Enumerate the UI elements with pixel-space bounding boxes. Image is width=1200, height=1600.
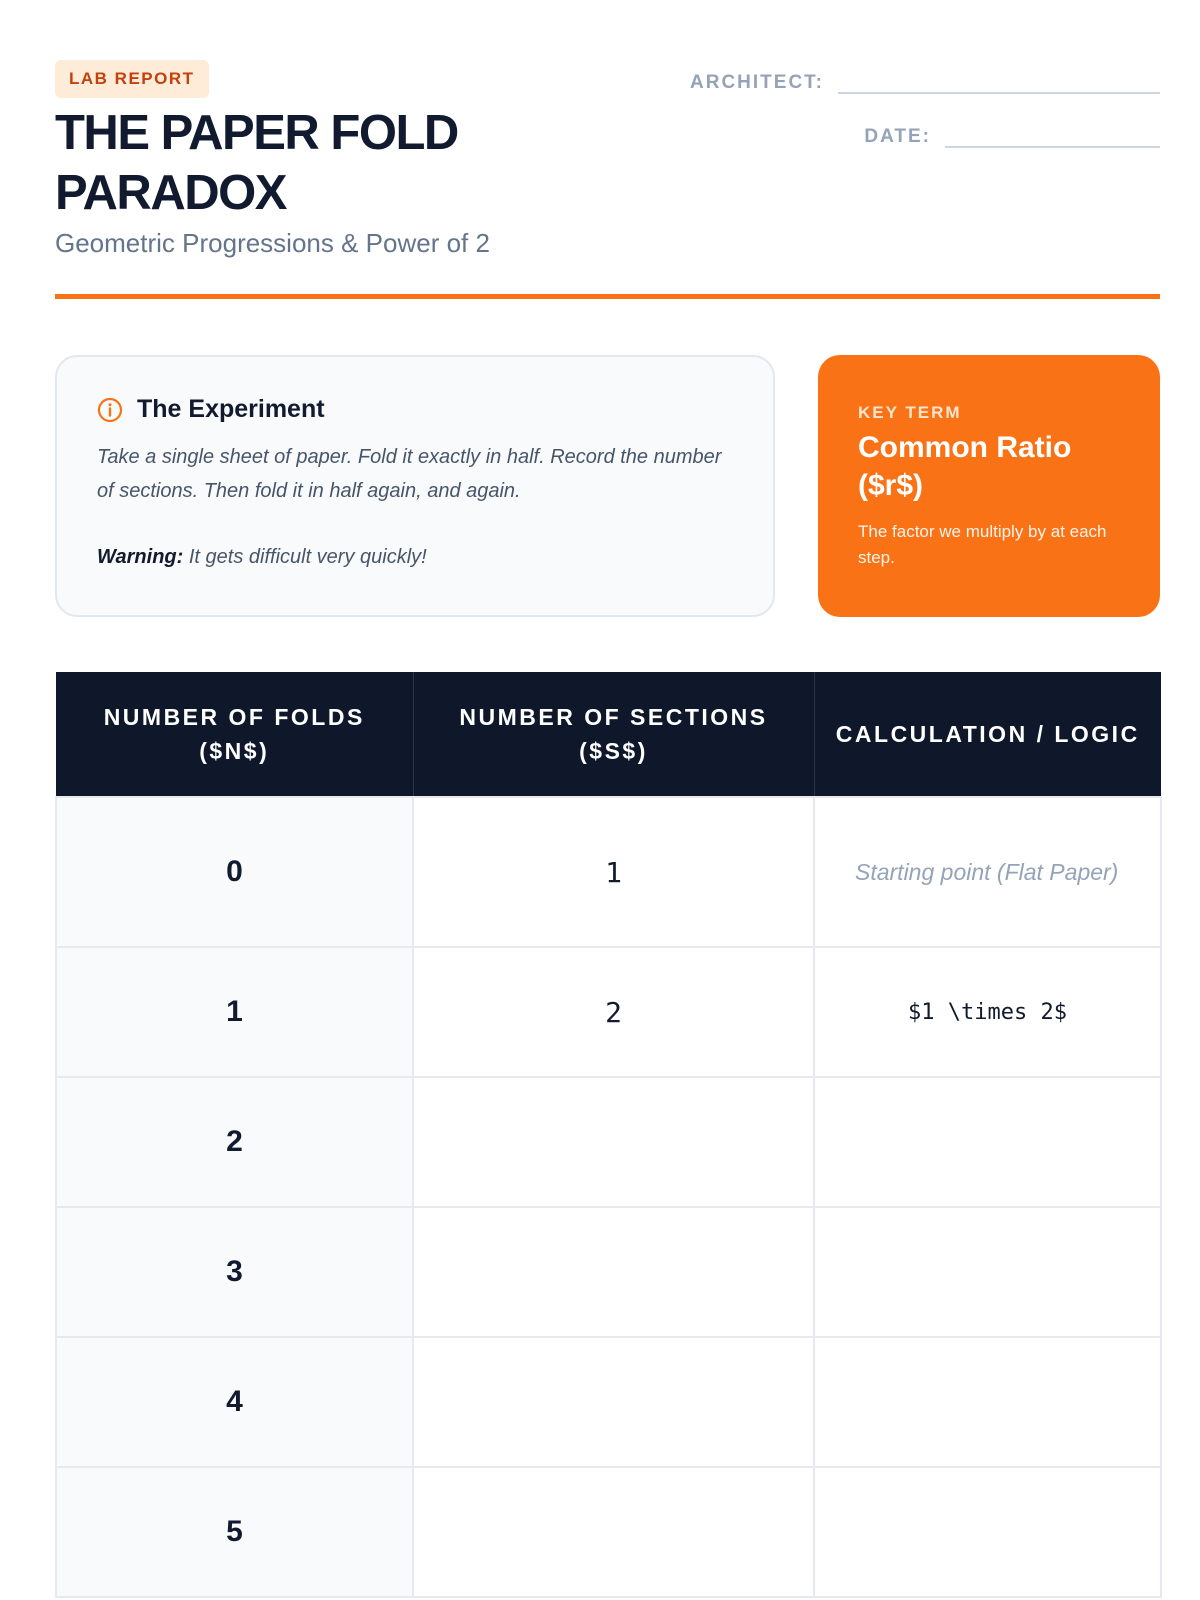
- key-term-eyebrow: KEY TERM: [858, 403, 962, 422]
- experiment-title: The Experiment: [137, 395, 325, 423]
- folds-cell: 0: [56, 797, 413, 947]
- date-field: [864, 112, 1160, 148]
- page-subtitle: Geometric Progressions & Power of 2: [55, 228, 490, 258]
- table-row: [56, 1207, 1161, 1337]
- key-term-card: [818, 355, 1160, 617]
- calculation-cell[interactable]: [814, 1207, 1161, 1337]
- experiment-warning: [97, 540, 733, 574]
- table-row: [56, 1467, 1161, 1597]
- date-label: DATE:: [864, 126, 931, 147]
- table-header-row: [56, 672, 1161, 797]
- fold-data-table: [55, 672, 1162, 1598]
- table-body: [56, 797, 1161, 1597]
- calculation-cell[interactable]: [814, 1077, 1161, 1207]
- calculation-cell[interactable]: $1 \times 2$: [814, 947, 1161, 1077]
- architect-label: ARCHITECT:: [690, 72, 824, 93]
- sections-cell[interactable]: 1: [413, 797, 814, 947]
- table-row: [56, 1337, 1161, 1467]
- table-row: [56, 947, 1161, 1077]
- worksheet-header: [55, 0, 1160, 300]
- experiment-card: [55, 355, 775, 617]
- warning-label: Warning:: [97, 546, 184, 568]
- folds-cell: 2: [56, 1077, 413, 1207]
- calculation-cell[interactable]: [814, 1467, 1161, 1597]
- folds-cell: 1: [56, 947, 413, 1077]
- page-title: THE PAPER FOLD PARADOX: [55, 106, 458, 220]
- experiment-instructions: Take a single sheet of paper. Fold it exactly in half. Record the number of sections. Then fold it in half again, and again.: [97, 446, 722, 502]
- sections-cell[interactable]: [413, 1337, 814, 1467]
- header-folds: NUMBER OF FOLDS ($N$): [56, 672, 413, 797]
- architect-input-line[interactable]: [838, 58, 1160, 94]
- folds-cell: 5: [56, 1467, 413, 1597]
- folds-cell: 4: [56, 1337, 413, 1467]
- sections-cell[interactable]: [413, 1467, 814, 1597]
- calculation-cell[interactable]: [814, 1337, 1161, 1467]
- worksheet-page: [55, 0, 1160, 1600]
- date-input-line[interactable]: [945, 112, 1160, 148]
- architect-field: [690, 58, 1160, 94]
- report-badge: LAB REPORT: [55, 60, 209, 98]
- header-divider: [55, 294, 1160, 299]
- folds-cell: 3: [56, 1207, 413, 1337]
- table-row: [56, 1077, 1161, 1207]
- sections-cell[interactable]: [413, 1207, 814, 1337]
- calculation-cell[interactable]: Starting point (Flat Paper): [814, 797, 1161, 947]
- header-calculation: CALCULATION / LOGIC: [814, 672, 1161, 797]
- table-header: [56, 672, 1161, 797]
- header-sections: NUMBER OF SECTIONS ($S$): [413, 672, 814, 797]
- sections-cell[interactable]: 2: [413, 947, 814, 1077]
- table-row: [56, 797, 1161, 947]
- warning-text: It gets difficult very quickly!: [183, 546, 427, 568]
- experiment-heading: [97, 395, 733, 424]
- key-term-title: Common Ratio ($r$): [858, 431, 1072, 502]
- sections-cell[interactable]: [413, 1077, 814, 1207]
- info-icon: [97, 397, 123, 423]
- key-term-description: The factor we multiply by at each step.: [858, 522, 1107, 567]
